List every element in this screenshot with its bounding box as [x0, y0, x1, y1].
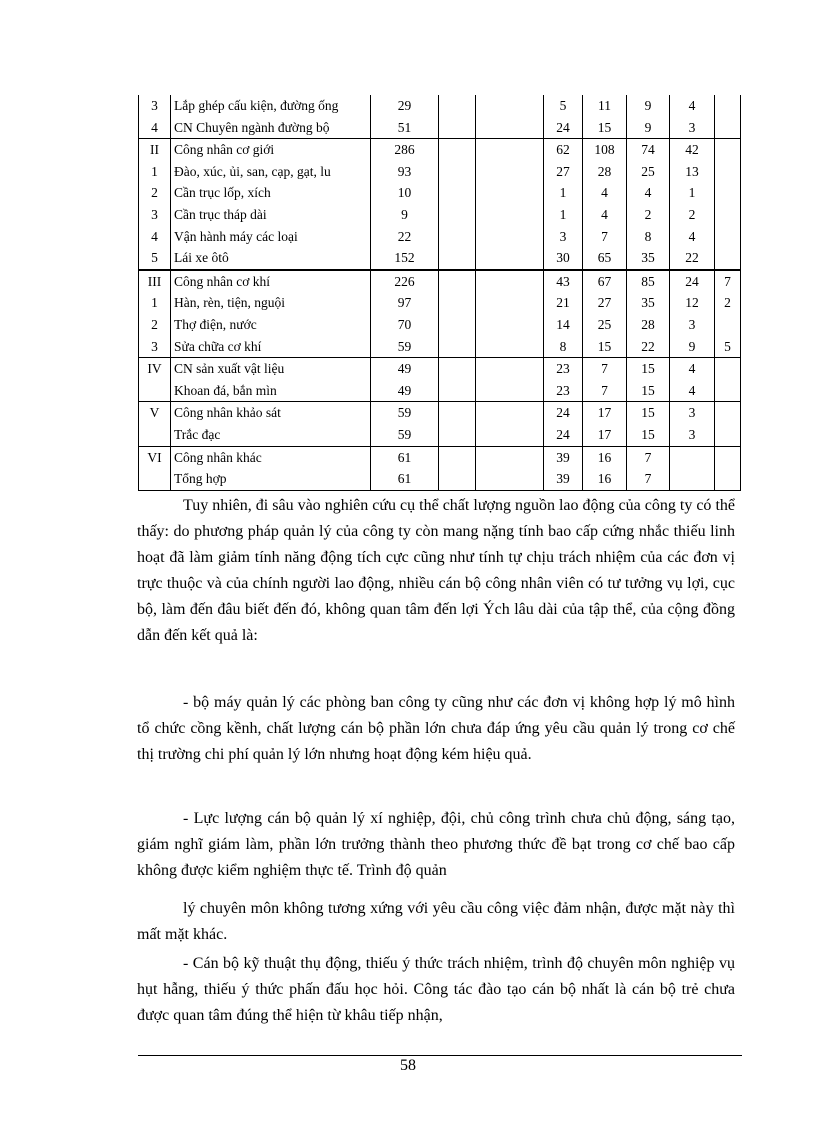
value-cell: 2 [670, 204, 715, 226]
value-cell: 15 [583, 336, 627, 358]
row-index-cell: 3 [139, 204, 171, 226]
value-cell: 27 [583, 292, 627, 314]
row-name-cell: CN sản xuất vật liệu [171, 358, 371, 380]
value-cell: 15 [627, 424, 670, 446]
value-cell: 9 [627, 95, 670, 117]
value-cell: 24 [544, 402, 583, 424]
row-name-cell: Công nhân khảo sát [171, 402, 371, 424]
value-cell: 286 [371, 139, 439, 161]
value-cell [715, 402, 741, 424]
value-cell [439, 358, 476, 380]
row-index-cell: 3 [139, 95, 171, 117]
row-name-cell: Công nhân cơ khí [171, 270, 371, 293]
value-cell: 15 [627, 380, 670, 402]
paragraph-continuation: lý chuyên môn không tương xứng với yêu cầu công việc đảm nhận, được mặt này thì mất mặt khác. [137, 900, 735, 943]
value-cell [715, 117, 741, 139]
value-cell [439, 95, 476, 117]
value-cell: 59 [371, 402, 439, 424]
value-cell: 4 [670, 380, 715, 402]
row-name-cell: Khoan đá, bắn mìn [171, 380, 371, 402]
value-cell: 30 [544, 247, 583, 270]
value-cell [439, 424, 476, 446]
value-cell: 59 [371, 336, 439, 358]
value-cell: 10 [371, 182, 439, 204]
value-cell: 3 [670, 117, 715, 139]
value-cell: 108 [583, 139, 627, 161]
row-name-cell: Sửa chữa cơ khí [171, 336, 371, 358]
value-cell: 42 [670, 139, 715, 161]
row-index-cell: 1 [139, 292, 171, 314]
value-cell: 28 [627, 314, 670, 336]
value-cell: 29 [371, 95, 439, 117]
row-name-cell: Công nhân cơ giới [171, 139, 371, 161]
table-row [139, 358, 741, 380]
table-row [139, 139, 741, 161]
value-cell: 5 [544, 95, 583, 117]
value-cell [476, 358, 544, 380]
value-cell: 61 [371, 446, 439, 468]
value-cell: 15 [627, 358, 670, 380]
value-cell [439, 292, 476, 314]
value-cell [439, 314, 476, 336]
value-cell: 16 [583, 446, 627, 468]
value-cell [439, 161, 476, 183]
value-cell [476, 292, 544, 314]
value-cell [715, 161, 741, 183]
value-cell [476, 402, 544, 424]
table-row [139, 292, 741, 314]
row-name-cell: Cần trục lốp, xích [171, 182, 371, 204]
value-cell: 22 [670, 247, 715, 270]
value-cell [715, 95, 741, 117]
value-cell [476, 139, 544, 161]
value-cell: 4 [583, 182, 627, 204]
value-cell: 226 [371, 270, 439, 293]
row-index-cell: IV [139, 358, 171, 380]
value-cell: 9 [627, 117, 670, 139]
row-index-cell: VI [139, 446, 171, 468]
value-cell [476, 336, 544, 358]
value-cell: 61 [371, 468, 439, 490]
row-index-cell: 4 [139, 226, 171, 248]
value-cell [476, 182, 544, 204]
value-cell: 7 [627, 446, 670, 468]
row-name-cell: Thợ điện, nước [171, 314, 371, 336]
value-cell: 23 [544, 358, 583, 380]
paragraph-bullet-1: - bộ máy quản lý các phòng ban công ty cũng như các đơn vị không hợp lý mô hình tổ chức cồng kềnh, chất lượng cán bộ phần lớn chưa đáp ứng yêu cầu quản lý trong cơ chế thị trường chi phí quản lý lớn nhưng hoạt động kém hiệu quả. [137, 694, 735, 763]
value-cell [439, 270, 476, 293]
value-cell: 39 [544, 446, 583, 468]
value-cell: 3 [670, 314, 715, 336]
value-cell: 5 [715, 336, 741, 358]
paragraph-bullet-2: - Lực lượng cán bộ quản lý xí nghiệp, đội, chủ công trình chưa chủ động, sáng tạo, giám nghĩ giám làm, phần lớn trưởng thành theo phương thức đề bạt trong cơ chế bao cấp không được kiểm nghiệm thực tế. Trình độ quản [137, 810, 735, 879]
value-cell: 2 [715, 292, 741, 314]
value-cell: 43 [544, 270, 583, 293]
value-cell [476, 95, 544, 117]
table-row [139, 204, 741, 226]
value-cell: 70 [371, 314, 439, 336]
row-name-cell: Lái xe ôtô [171, 247, 371, 270]
page-number: 58 [400, 1057, 416, 1074]
value-cell: 1 [544, 204, 583, 226]
value-cell: 8 [627, 226, 670, 248]
row-index-cell: II [139, 139, 171, 161]
value-cell: 17 [583, 402, 627, 424]
value-cell [476, 468, 544, 490]
value-cell [715, 204, 741, 226]
value-cell [476, 117, 544, 139]
value-cell [476, 270, 544, 293]
row-name-cell: Cần trục tháp dài [171, 204, 371, 226]
value-cell [670, 446, 715, 468]
row-index-cell: III [139, 270, 171, 293]
value-cell: 24 [544, 424, 583, 446]
value-cell: 22 [627, 336, 670, 358]
value-cell: 93 [371, 161, 439, 183]
value-cell: 9 [670, 336, 715, 358]
value-cell: 15 [627, 402, 670, 424]
value-cell: 85 [627, 270, 670, 293]
value-cell: 7 [583, 358, 627, 380]
row-index-cell: 3 [139, 336, 171, 358]
value-cell: 2 [627, 204, 670, 226]
row-index-cell: 2 [139, 182, 171, 204]
value-cell: 49 [371, 380, 439, 402]
row-index-cell: V [139, 402, 171, 424]
row-name-cell: Đào, xúc, ủi, san, cạp, gạt, lu [171, 161, 371, 183]
value-cell [476, 446, 544, 468]
value-cell: 3 [544, 226, 583, 248]
value-cell: 7 [715, 270, 741, 293]
value-cell [439, 117, 476, 139]
value-cell: 17 [583, 424, 627, 446]
table-row [139, 314, 741, 336]
row-name-cell: Công nhân khác [171, 446, 371, 468]
value-cell: 7 [627, 468, 670, 490]
value-cell: 24 [544, 117, 583, 139]
value-cell: 11 [583, 95, 627, 117]
value-cell: 51 [371, 117, 439, 139]
value-cell: 16 [583, 468, 627, 490]
value-cell: 25 [627, 161, 670, 183]
table-row [139, 380, 741, 402]
value-cell [476, 380, 544, 402]
value-cell: 7 [583, 226, 627, 248]
value-cell [715, 424, 741, 446]
value-cell [715, 182, 741, 204]
footer-divider [138, 1055, 742, 1056]
row-index-cell: 2 [139, 314, 171, 336]
table-row [139, 424, 741, 446]
value-cell: 22 [371, 226, 439, 248]
value-cell: 12 [670, 292, 715, 314]
value-cell: 74 [627, 139, 670, 161]
value-cell: 8 [544, 336, 583, 358]
value-cell: 13 [670, 161, 715, 183]
row-index-cell: 5 [139, 247, 171, 270]
row-index-cell [139, 468, 171, 490]
row-name-cell: Vận hành máy các loại [171, 226, 371, 248]
value-cell: 152 [371, 247, 439, 270]
value-cell [439, 204, 476, 226]
value-cell [476, 424, 544, 446]
value-cell [439, 139, 476, 161]
value-cell [439, 226, 476, 248]
value-cell [439, 336, 476, 358]
value-cell: 3 [670, 424, 715, 446]
labor-table [138, 95, 741, 491]
value-cell [476, 314, 544, 336]
row-index-cell: 4 [139, 117, 171, 139]
table-row [139, 182, 741, 204]
value-cell: 4 [670, 358, 715, 380]
value-cell [476, 247, 544, 270]
value-cell: 35 [627, 292, 670, 314]
value-cell: 4 [583, 204, 627, 226]
value-cell: 65 [583, 247, 627, 270]
row-name-cell: Hàn, rèn, tiện, nguội [171, 292, 371, 314]
value-cell [715, 380, 741, 402]
value-cell: 4 [670, 226, 715, 248]
row-name-cell: Lắp ghép cấu kiện, đường ống [171, 95, 371, 117]
value-cell: 24 [670, 270, 715, 293]
value-cell: 7 [583, 380, 627, 402]
table-row [139, 226, 741, 248]
table-row [139, 402, 741, 424]
value-cell: 27 [544, 161, 583, 183]
value-cell: 62 [544, 139, 583, 161]
value-cell [439, 182, 476, 204]
value-cell: 23 [544, 380, 583, 402]
value-cell: 67 [583, 270, 627, 293]
value-cell [715, 226, 741, 248]
value-cell [715, 358, 741, 380]
paragraph-intro: Tuy nhiên, đi sâu vào nghiên cứu cụ thể chất lượng nguồn lao động của công ty có thể thấy: do phương pháp quản lý của công ty còn mang nặng tính bao cấp cứng nhắc thiếu linh hoạt đã làm giảm tính năng động tích cực cũng như tính tự chịu trách nhiệm của các đơn vị trực thuộc và của chính người lao động, nhiều cán bộ công nhân viên có tư tưởng vụ lợi, cục bộ, làm đến đâu biết đến đó, không quan tâm đến lợi Ých lâu dài của tập thể, của cộng đồng dẫn đến kết quả là: [137, 497, 735, 644]
value-cell [439, 380, 476, 402]
value-cell [715, 314, 741, 336]
value-cell [439, 247, 476, 270]
value-cell [476, 226, 544, 248]
value-cell: 49 [371, 358, 439, 380]
value-cell: 4 [670, 95, 715, 117]
value-cell: 15 [583, 117, 627, 139]
value-cell: 14 [544, 314, 583, 336]
value-cell: 25 [583, 314, 627, 336]
value-cell: 4 [627, 182, 670, 204]
value-cell: 59 [371, 424, 439, 446]
value-cell [439, 446, 476, 468]
row-name-cell: Trắc đạc [171, 424, 371, 446]
table-row [139, 446, 741, 468]
row-index-cell [139, 380, 171, 402]
value-cell: 97 [371, 292, 439, 314]
value-cell [439, 468, 476, 490]
table-row [139, 336, 741, 358]
value-cell [476, 161, 544, 183]
value-cell: 35 [627, 247, 670, 270]
row-index-cell [139, 424, 171, 446]
value-cell: 21 [544, 292, 583, 314]
value-cell: 1 [670, 182, 715, 204]
value-cell [439, 402, 476, 424]
value-cell: 9 [371, 204, 439, 226]
table-row [139, 117, 741, 139]
row-index-cell: 1 [139, 161, 171, 183]
value-cell [715, 247, 741, 270]
row-name-cell: Tổng hợp [171, 468, 371, 490]
value-cell: 1 [544, 182, 583, 204]
value-cell: 3 [670, 402, 715, 424]
value-cell [715, 139, 741, 161]
value-cell: 28 [583, 161, 627, 183]
table-row [139, 270, 741, 293]
paragraph-bullet-3: - Cán bộ kỹ thuật thụ động, thiếu ý thức trách nhiệm, trình độ chuyên môn nghiệp vụ hụt hẫng, thiếu ý thức phấn đấu học hỏi. Công tác đào tạo cán bộ nhất là cán bộ trẻ chưa được quan tâm đúng thể hiện từ khâu tiếp nhận, [137, 955, 735, 1024]
row-name-cell: CN Chuyên ngành đường bộ [171, 117, 371, 139]
table-row [139, 468, 741, 490]
table-row [139, 247, 741, 270]
table-row [139, 161, 741, 183]
value-cell [670, 468, 715, 490]
table-row [139, 95, 741, 117]
value-cell [715, 446, 741, 468]
value-cell: 39 [544, 468, 583, 490]
value-cell [715, 468, 741, 490]
value-cell [476, 204, 544, 226]
